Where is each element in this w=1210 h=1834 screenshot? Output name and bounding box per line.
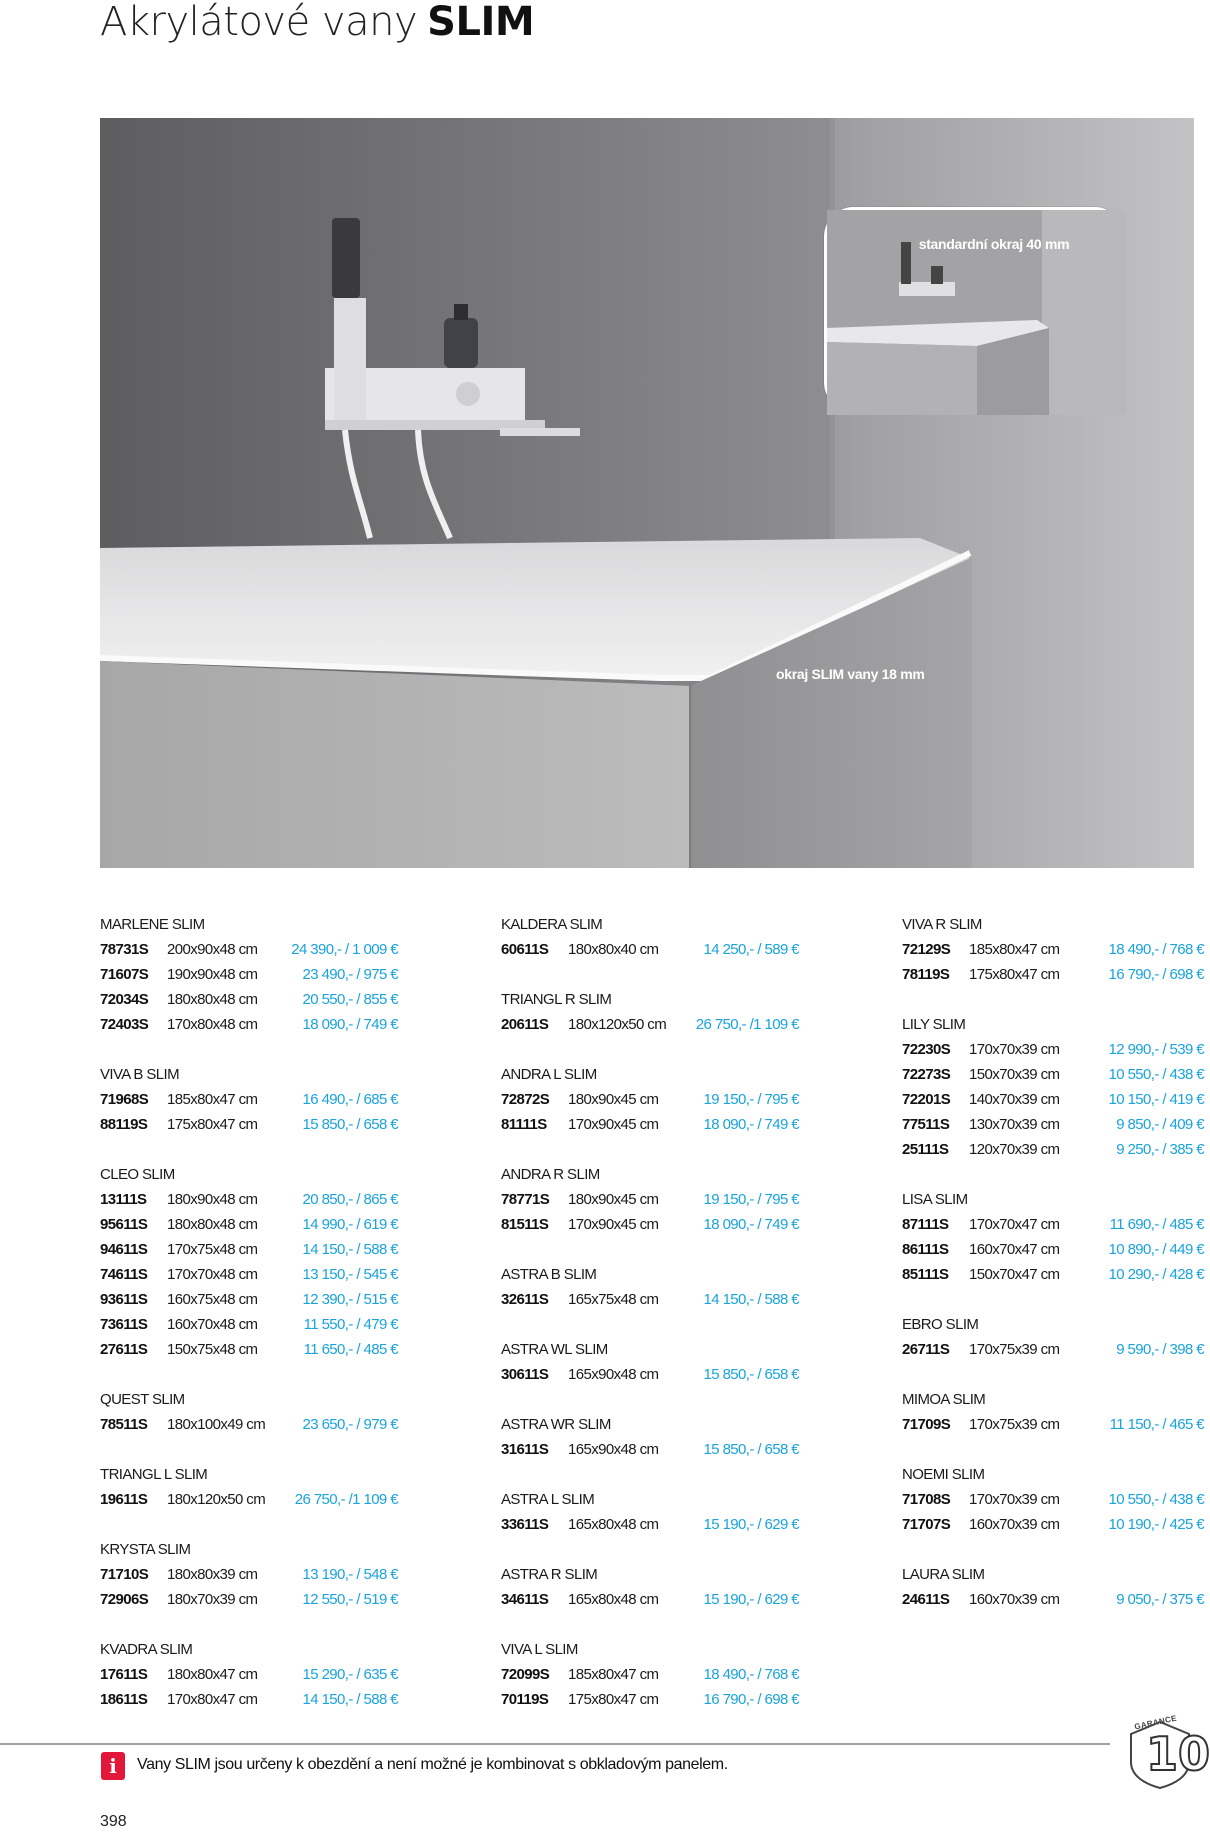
product-row (902, 1137, 1202, 1162)
product-group-name: KVADRA SLIM (100, 1641, 193, 1658)
product-code: 20611S (501, 1016, 549, 1033)
product-row (902, 1087, 1202, 1112)
product-row (501, 1512, 811, 1537)
product-row (902, 1112, 1202, 1137)
product-code: 26711S (902, 1341, 950, 1358)
product-dimensions: 170x90x45 cm (568, 1216, 659, 1233)
product-code: 78771S (501, 1191, 550, 1208)
product-price: 15 190,- / 629 € (703, 1516, 799, 1533)
product-row (100, 1412, 410, 1437)
product-price: 16 790,- / 698 € (1108, 966, 1204, 983)
product-group-name: ANDRA L SLIM (501, 1066, 597, 1083)
product-group-name: VIVA R SLIM (902, 916, 982, 933)
product-code: 72403S (100, 1016, 149, 1033)
product-code: 18611S (100, 1691, 148, 1708)
product-group-name: CLEO SLIM (100, 1166, 175, 1183)
product-dimensions: 180x90x45 cm (568, 1191, 659, 1208)
product-price: 14 990,- / 619 € (302, 1216, 398, 1233)
product-row (902, 1512, 1202, 1537)
product-group-name: KRYSTA SLIM (100, 1541, 191, 1558)
product-price: 11 150,- / 465 € (1109, 1416, 1204, 1433)
product-dimensions: 175x80x47 cm (969, 966, 1060, 983)
product-price: 10 550,- / 438 € (1108, 1066, 1204, 1083)
product-code: 25111S (902, 1141, 949, 1158)
product-code: 81511S (501, 1216, 549, 1233)
product-dimensions: 175x80x47 cm (167, 1116, 258, 1133)
product-dimensions: 170x70x48 cm (167, 1266, 258, 1283)
product-row (501, 1212, 811, 1237)
product-row (902, 1262, 1202, 1287)
product-group (501, 1637, 811, 1712)
product-group (501, 1162, 811, 1237)
product-dimensions: 180x120x50 cm (167, 1491, 266, 1508)
product-code: 77511S (902, 1116, 950, 1133)
product-dimensions: 180x70x39 cm (167, 1591, 258, 1608)
product-code: 71607S (100, 966, 149, 983)
product-row (100, 1262, 410, 1287)
product-group (902, 1462, 1202, 1537)
product-dimensions: 185x80x47 cm (167, 1091, 258, 1108)
product-code: 72906S (100, 1591, 149, 1608)
product-code: 88119S (100, 1116, 148, 1133)
product-row (501, 1112, 811, 1137)
product-dimensions: 165x80x48 cm (568, 1591, 659, 1608)
product-group (501, 1412, 811, 1462)
product-group-name: TRIANGL R SLIM (501, 991, 612, 1008)
product-code: 93611S (100, 1291, 148, 1308)
product-price: 23 490,- / 975 € (302, 966, 398, 983)
product-group (501, 987, 811, 1037)
product-row (100, 1012, 410, 1037)
product-code: 60611S (501, 941, 549, 958)
product-price: 18 090,- / 749 € (703, 1116, 799, 1133)
product-row (100, 1562, 410, 1587)
product-dimensions: 165x75x48 cm (568, 1291, 659, 1308)
product-dimensions: 170x90x45 cm (568, 1116, 659, 1133)
product-price: 13 190,- / 548 € (302, 1566, 398, 1583)
product-group (100, 1162, 410, 1362)
product-price: 9 850,- / 409 € (1116, 1116, 1204, 1133)
product-dimensions: 160x70x39 cm (969, 1516, 1060, 1533)
product-dimensions: 170x75x48 cm (167, 1241, 258, 1258)
product-code: 71710S (100, 1566, 149, 1583)
product-row (501, 1587, 811, 1612)
product-code: 30611S (501, 1366, 549, 1383)
product-price: 9 590,- / 398 € (1116, 1341, 1204, 1358)
product-dimensions: 200x90x48 cm (167, 941, 258, 958)
product-dimensions: 130x70x39 cm (969, 1116, 1060, 1133)
product-dimensions: 185x80x47 cm (568, 1666, 659, 1683)
product-row (501, 1687, 811, 1712)
product-price: 15 850,- / 658 € (703, 1441, 799, 1458)
product-code: 73611S (100, 1316, 148, 1333)
product-group (100, 1462, 410, 1512)
product-price: 9 050,- / 375 € (1116, 1591, 1204, 1608)
bathtub-photo (100, 118, 1194, 868)
product-price: 12 990,- / 539 € (1108, 1041, 1204, 1058)
product-price: 18 090,- / 749 € (302, 1016, 398, 1033)
product-group (902, 1187, 1202, 1287)
product-column-3 (902, 912, 1202, 1637)
product-group-name: ASTRA WR SLIM (501, 1416, 611, 1433)
product-group (100, 1062, 410, 1137)
product-group (902, 912, 1202, 987)
product-price: 10 150,- / 419 € (1108, 1091, 1204, 1108)
product-row (100, 1587, 410, 1612)
product-column-1 (100, 912, 410, 1737)
product-code: 72273S (902, 1066, 951, 1083)
product-dimensions: 170x75x39 cm (969, 1341, 1060, 1358)
product-dimensions: 150x70x39 cm (969, 1066, 1060, 1083)
footer-note: Vany SLIM jsou určeny k obezdění a není možné je kombinovat s obkladovým panelem. (137, 1756, 728, 1773)
product-code: 74611S (100, 1266, 148, 1283)
product-row (902, 1062, 1202, 1087)
product-row (501, 1287, 811, 1312)
product-row (902, 937, 1202, 962)
page-title-light: Akrylátové vany (100, 0, 418, 45)
product-row (501, 1087, 811, 1112)
page-number: 398 (100, 1813, 127, 1830)
product-group-name: LISA SLIM (902, 1191, 968, 1208)
product-group (100, 1537, 410, 1612)
product-price: 15 190,- / 629 € (703, 1591, 799, 1608)
product-group-name: EBRO SLIM (902, 1316, 979, 1333)
product-row (100, 1187, 410, 1212)
product-group-name: NOEMI SLIM (902, 1466, 985, 1483)
product-row (902, 1487, 1202, 1512)
product-code: 71707S (902, 1516, 951, 1533)
product-row (100, 1287, 410, 1312)
product-group-name: MIMOA SLIM (902, 1391, 986, 1408)
product-price: 20 550,- / 855 € (302, 991, 398, 1008)
product-price: 10 190,- / 425 € (1108, 1516, 1204, 1533)
product-row (100, 1337, 410, 1362)
product-group-name: LAURA SLIM (902, 1566, 985, 1583)
product-row (501, 1662, 811, 1687)
product-dimensions: 180x80x40 cm (568, 941, 659, 958)
product-row (501, 1012, 811, 1037)
product-code: 31611S (501, 1441, 549, 1458)
product-group-name: VIVA L SLIM (501, 1641, 578, 1658)
product-price: 10 890,- / 449 € (1108, 1241, 1204, 1258)
product-group-name: VIVA B SLIM (100, 1066, 179, 1083)
product-group (501, 1262, 811, 1312)
product-price: 18 490,- / 768 € (703, 1666, 799, 1683)
product-price: 10 550,- / 438 € (1108, 1491, 1204, 1508)
product-dimensions: 170x75x39 cm (969, 1416, 1060, 1433)
product-group-name: ANDRA R SLIM (501, 1166, 600, 1183)
product-row (501, 1362, 811, 1387)
product-row (100, 1662, 410, 1687)
product-group (501, 912, 811, 962)
product-price: 11 650,- / 485 € (303, 1341, 398, 1358)
product-price: 19 150,- / 795 € (703, 1191, 799, 1208)
product-row (100, 937, 410, 962)
product-price: 13 150,- / 545 € (302, 1266, 398, 1283)
product-price: 11 550,- / 479 € (303, 1316, 398, 1333)
product-dimensions: 175x80x47 cm (568, 1691, 659, 1708)
product-code: 34611S (501, 1591, 549, 1608)
product-dimensions: 165x80x48 cm (568, 1516, 659, 1533)
product-row (100, 1487, 410, 1512)
product-dimensions: 180x80x39 cm (167, 1566, 258, 1583)
product-price: 16 490,- / 685 € (302, 1091, 398, 1108)
product-dimensions: 160x75x48 cm (167, 1291, 258, 1308)
product-dimensions: 170x70x39 cm (969, 1491, 1060, 1508)
product-dimensions: 165x90x48 cm (568, 1441, 659, 1458)
product-dimensions: 180x90x45 cm (568, 1091, 659, 1108)
product-code: 17611S (100, 1666, 148, 1683)
product-dimensions: 140x70x39 cm (969, 1091, 1060, 1108)
product-group (501, 1487, 811, 1537)
product-row (100, 1112, 410, 1137)
product-group (100, 912, 410, 1037)
product-code: 72201S (902, 1091, 951, 1108)
product-code: 13111S (100, 1191, 147, 1208)
product-dimensions: 170x70x39 cm (969, 1041, 1060, 1058)
product-row (100, 962, 410, 987)
page-title-bold: SLIM (427, 0, 535, 45)
product-code: 70119S (501, 1691, 549, 1708)
product-row (501, 1437, 811, 1462)
product-code: 72230S (902, 1041, 951, 1058)
product-code: 86111S (902, 1241, 949, 1258)
product-row (902, 1587, 1202, 1612)
product-dimensions: 180x80x48 cm (167, 1216, 258, 1233)
product-group-name: LILY SLIM (902, 1016, 966, 1033)
product-group-name: MARLENE SLIM (100, 916, 205, 933)
product-dimensions: 190x90x48 cm (167, 966, 258, 983)
product-row (902, 1212, 1202, 1237)
product-code: 95611S (100, 1216, 148, 1233)
product-dimensions: 180x80x48 cm (167, 991, 258, 1008)
product-group (902, 1387, 1202, 1437)
product-dimensions: 180x120x50 cm (568, 1016, 667, 1033)
product-price: 24 390,- / 1 009 € (291, 941, 398, 958)
product-dimensions: 160x70x39 cm (969, 1591, 1060, 1608)
product-price: 15 850,- / 658 € (703, 1366, 799, 1383)
product-code: 24611S (902, 1591, 950, 1608)
product-code: 78731S (100, 941, 149, 958)
product-group-name: ASTRA WL SLIM (501, 1341, 608, 1358)
product-dimensions: 165x90x48 cm (568, 1366, 659, 1383)
product-row (902, 962, 1202, 987)
product-column-2 (501, 912, 811, 1737)
guarantee-badge-number: 10 (1146, 1727, 1210, 1781)
product-group (100, 1387, 410, 1437)
product-row (100, 1237, 410, 1262)
product-dimensions: 180x90x48 cm (167, 1191, 258, 1208)
product-code: 81111S (501, 1116, 547, 1133)
product-price: 15 850,- / 658 € (302, 1116, 398, 1133)
product-code: 87111S (902, 1216, 949, 1233)
product-row (100, 1312, 410, 1337)
product-price: 14 150,- / 588 € (302, 1241, 398, 1258)
standard-rim-label: standardní okraj 40 mm (918, 236, 1070, 252)
product-group (501, 1562, 811, 1612)
product-group (501, 1062, 811, 1137)
product-price: 16 790,- / 698 € (703, 1691, 799, 1708)
product-code: 78119S (902, 966, 950, 983)
product-price: 20 850,- / 865 € (302, 1191, 398, 1208)
product-price: 14 150,- / 588 € (302, 1691, 398, 1708)
product-row (902, 1412, 1202, 1437)
product-group-name: KALDERA SLIM (501, 916, 603, 933)
product-row (100, 1087, 410, 1112)
guarantee-badge-label: GARANCE (1133, 1713, 1178, 1732)
standard-rim-inset (824, 207, 1124, 412)
product-code: 33611S (501, 1516, 549, 1533)
product-dimensions: 180x100x49 cm (167, 1416, 266, 1433)
product-code: 85111S (902, 1266, 949, 1283)
product-group (902, 1312, 1202, 1362)
product-row (501, 1187, 811, 1212)
product-price: 9 250,- / 385 € (1116, 1141, 1204, 1158)
product-dimensions: 150x70x47 cm (969, 1266, 1060, 1283)
product-dimensions: 160x70x47 cm (969, 1241, 1060, 1258)
product-row (100, 1687, 410, 1712)
product-row (100, 987, 410, 1012)
product-price: 26 750,- /1 109 € (294, 1491, 398, 1508)
product-price: 14 250,- / 589 € (703, 941, 799, 958)
info-icon: i (101, 1752, 125, 1780)
product-group (501, 1337, 811, 1387)
product-dimensions: 170x80x48 cm (167, 1016, 258, 1033)
product-code: 72099S (501, 1666, 550, 1683)
product-code: 71708S (902, 1491, 951, 1508)
product-code: 72129S (902, 941, 951, 958)
product-dimensions: 170x80x47 cm (167, 1691, 258, 1708)
product-group (902, 1562, 1202, 1612)
product-dimensions: 160x70x48 cm (167, 1316, 258, 1333)
product-code: 71968S (100, 1091, 149, 1108)
product-price: 14 150,- / 588 € (703, 1291, 799, 1308)
product-code: 71709S (902, 1416, 951, 1433)
product-price: 18 490,- / 768 € (1108, 941, 1204, 958)
product-group-name: QUEST SLIM (100, 1391, 185, 1408)
product-group (100, 1637, 410, 1712)
product-group-name: ASTRA B SLIM (501, 1266, 597, 1283)
product-price: 26 750,- /1 109 € (695, 1016, 799, 1033)
product-price: 23 650,- / 979 € (302, 1416, 398, 1433)
product-dimensions: 180x80x47 cm (167, 1666, 258, 1683)
product-row (902, 1237, 1202, 1262)
product-code: 32611S (501, 1291, 549, 1308)
product-price: 10 290,- / 428 € (1108, 1266, 1204, 1283)
slim-rim-label: okraj SLIM vany 18 mm (776, 666, 925, 682)
product-row (501, 937, 811, 962)
footer-divider (0, 1743, 1110, 1745)
product-code: 19611S (100, 1491, 148, 1508)
product-code: 72034S (100, 991, 149, 1008)
product-group (902, 1012, 1202, 1162)
product-row (902, 1337, 1202, 1362)
product-row (902, 1037, 1202, 1062)
product-dimensions: 150x75x48 cm (167, 1341, 258, 1358)
product-price: 12 550,- / 519 € (302, 1591, 398, 1608)
product-group-name: TRIANGL L SLIM (100, 1466, 208, 1483)
product-code: 94611S (100, 1241, 148, 1258)
product-price: 18 090,- / 749 € (703, 1216, 799, 1233)
product-code: 72872S (501, 1091, 550, 1108)
product-price: 15 290,- / 635 € (302, 1666, 398, 1683)
product-dimensions: 120x70x39 cm (969, 1141, 1060, 1158)
product-dimensions: 185x80x47 cm (969, 941, 1060, 958)
product-group-name: ASTRA L SLIM (501, 1491, 595, 1508)
product-price: 11 690,- / 485 € (1109, 1216, 1204, 1233)
page-title (100, 0, 534, 48)
product-price: 19 150,- / 795 € (703, 1091, 799, 1108)
product-row (100, 1212, 410, 1237)
product-dimensions: 170x70x47 cm (969, 1216, 1060, 1233)
product-group-name: ASTRA R SLIM (501, 1566, 598, 1583)
product-code: 78511S (100, 1416, 148, 1433)
product-code: 27611S (100, 1341, 148, 1358)
product-price: 12 390,- / 515 € (302, 1291, 398, 1308)
